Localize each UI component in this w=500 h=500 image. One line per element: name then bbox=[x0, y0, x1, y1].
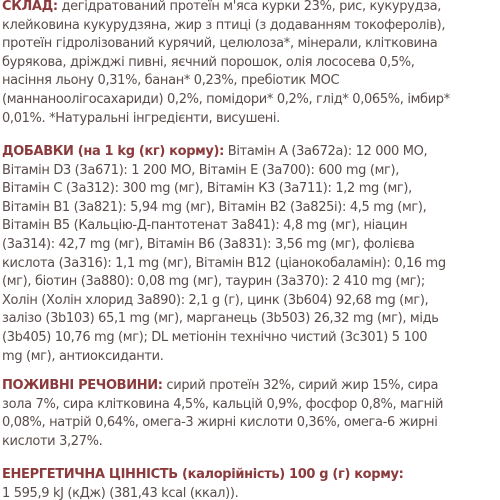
additives-line-2: Вітамін D3 (3а671): 1 200 МО, Вітамін Е (3а700): 600 mg (мг), bbox=[2, 162, 400, 178]
composition-line-7: 0,01%. *Натуральні інгредієнти, висушені. bbox=[2, 110, 280, 126]
additives-line-6: (3а314): 42,7 mg (мг), Вітамін В6 (3а831): 3,56 mg (мг), фолієва bbox=[2, 236, 415, 252]
additives-heading: ДОБАВКИ (на 1 kg (кг) корму): bbox=[2, 144, 224, 159]
energy-line-1 bbox=[2, 466, 499, 485]
nutrients-line-2: зола 7%, сира клітковина 4,5%, кальцій 0,9%, фосфор 0,8%, магній bbox=[2, 396, 444, 412]
nutrients-heading: ПОЖИВНІ РЕЧОВИНИ: bbox=[2, 378, 163, 393]
nutrients-section bbox=[2, 377, 499, 451]
composition-line-2: клейковина кукурудзяна, жир з птиці (з додаванням токоферолів), bbox=[2, 17, 446, 33]
additives-section bbox=[2, 143, 499, 366]
nutrients-line-3: 0,08%, натрій 0,64%, омега-3 жирні кислоти 0,36%, омега-6 жирні bbox=[2, 415, 438, 431]
additives-line-8: (мг), біотин (3а880): 0,08 mg (мг), таурин (3а370): 2 410 mg (мг); bbox=[2, 274, 425, 290]
composition-line-4: бурякова, дріжджі пивні, яєчний порошок, олія лососева 0,5%, bbox=[2, 54, 415, 70]
composition-section bbox=[2, 0, 499, 128]
energy-section bbox=[2, 466, 499, 500]
composition-heading: СКЛАД: bbox=[2, 0, 58, 14]
additives-line-1 bbox=[2, 143, 499, 162]
additives-line-3: Вітамін С (3а312): 300 mg (мг), Вітамін К3 (3а711): 1,2 mg (мг), bbox=[2, 181, 412, 197]
energy-heading: ЕНЕРГЕТИЧНА ЦІННІСТЬ (калорійність) 100 g (г) корму: bbox=[2, 467, 404, 482]
nutrients-text: сирий протеїн 32%, сирий жир 15%, сира bbox=[162, 378, 439, 393]
additives-line-12: mg (мг), антиоксиданти. bbox=[2, 348, 164, 364]
composition-line-3: протеїн гідролізований курячий, целюлоза*, мінерали, клітковина bbox=[2, 36, 438, 52]
additives-line-9: Холін (Холін хлорид 3а890): 2,1 g (г), цинк (3b604) 92,68 mg (мг), bbox=[2, 292, 429, 308]
additives-line-10: залізо (3b103) 65,1 mg (мг), марганець (3b503) 26,32 mg (мг), мідь bbox=[2, 311, 439, 327]
composition-line-5: насіння льону 0,31%, банан* 0,23%, пребіотик МОС bbox=[2, 73, 340, 89]
nutrients-line-4: кислоти 3,27%. bbox=[2, 433, 103, 449]
composition-text: дегідратований протеїн м'яса курки 23%, рис, кукурудза, bbox=[57, 0, 442, 14]
additives-line-7: кислота (3а316): 1,1 mg (мг), Вітамін В12 (ціанокобаламін): 0,16 mg bbox=[2, 255, 446, 271]
additives-text: Вітамін А (3а672а): 12 000 МО, bbox=[223, 144, 428, 159]
additives-line-5: Вітамін В5 (Кальцію-Д-пантотенат 3а841): 4,8 mg (мг), ніацин bbox=[2, 218, 408, 234]
additives-line-11: (3b405) 10,76 mg (мг); DL метіонін технічно чистий (3c301) 5 100 bbox=[2, 329, 428, 345]
nutrients-line-1 bbox=[2, 377, 499, 396]
additives-line-4: Вітамін В1 (3а821): 5,94 mg (мг), Вітамін В2 (3а825і): 4,5 mg (мг), bbox=[2, 199, 427, 215]
composition-line-6: (маннаноолігосахариди) 0,2%, помідори* 0,2%, глід* 0,065%, імбир* bbox=[2, 91, 450, 107]
composition-line-1 bbox=[2, 0, 499, 17]
energy-value: 1 595,9 kJ (кДж) (381,43 kcal (ккал)). bbox=[2, 485, 239, 500]
